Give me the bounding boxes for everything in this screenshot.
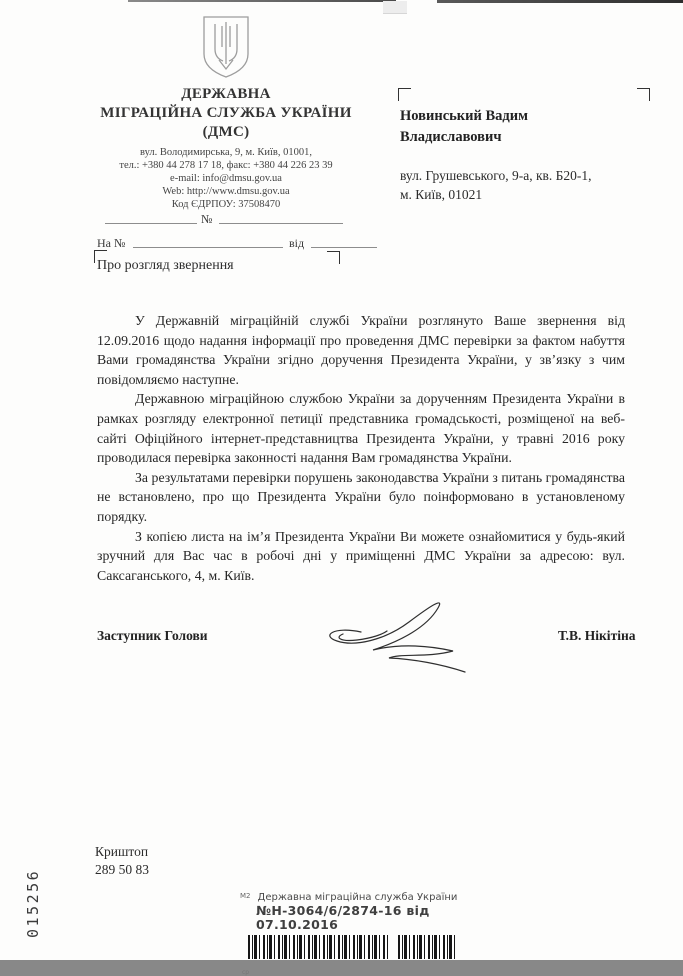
executor-block — [95, 843, 149, 879]
ref-reply-blank — [133, 236, 283, 248]
barcode-gap — [388, 935, 398, 959]
scan-artifact-line — [437, 0, 683, 3]
body-paragraph-1: У Державній міграційній службі України розглянуто Ваше звернення від 12.09.2016 щодо надання інформації про проведення ДМС перевірки за фактом набуття Вами громадянства України згідно доручення Президента України, у зв’язку з чим повідомляємо наступне. — [97, 313, 625, 387]
ref-reply-label: На № — [97, 236, 126, 250]
stamp-org-name: Державна міграційна служба України — [257, 892, 458, 903]
body-paragraph-3: За результатами перевірки порушень законодавства України з питань громадянства не встановлено, про що Президента України було поінформовано в установленому порядку. — [97, 469, 625, 524]
ref-number-sign: № — [201, 212, 213, 226]
body-paragraph-2: Державною міграційною службою України за дорученням Президента України в рамках розгляду електронної петиції представника громадськості, розміщеної на веб-сайті Офіційного інтернет-представництва Президента України, у травні 2016 року проводилася перевірка законності надання Вам громадянства України. — [97, 391, 625, 466]
ukraine-trident-emblem-icon — [198, 14, 254, 85]
letterhead — [95, 14, 357, 211]
stamp-side-mark: ср — [242, 969, 250, 976]
ref-from-blank — [311, 236, 377, 248]
crop-mark-subject-right — [327, 251, 340, 264]
scan-artifact-line — [128, 0, 396, 2]
org-name-line3: (ДМС) — [202, 124, 250, 140]
body-paragraph-4: З копією листа на ім’я Президента України Ви можете ознайомитися у будь-який зручний для Вас час в робочі дні у приміщенні ДМС України за адресою: вул. Саксаганського, 4, м. Київ. — [97, 528, 625, 583]
org-phones: тел.: +380 44 278 17 18, факс: +380 44 226 23 39 — [119, 160, 333, 171]
scan-artifact-smudge — [383, 1, 407, 14]
ref-number-blank-right — [219, 212, 343, 224]
org-address: вул. Володимирська, 9, м. Київ, 01001, — [140, 147, 312, 158]
stamp-mark: М2 — [240, 892, 251, 900]
recipient-address-line2: м. Київ, 01021 — [400, 187, 483, 202]
recipient-address-line1: вул. Грушевського, 9-а, кв. Б20-1, — [400, 168, 592, 183]
crop-mark-recipient-right — [637, 88, 650, 101]
crop-mark-recipient-left — [398, 88, 411, 101]
handwritten-signature-icon — [313, 598, 493, 683]
executor-phone: 289 50 83 — [95, 862, 149, 877]
ref-from-label: від — [289, 236, 305, 250]
ref-number-blank-left — [105, 212, 197, 224]
org-web: Web: http://www.dmsu.gov.ua — [162, 186, 290, 197]
recipient-address — [400, 166, 650, 204]
org-email: e-mail: info@dmsu.gov.ua — [170, 173, 282, 184]
executor-name: Криштоп — [95, 844, 149, 859]
recipient-name-line2: Владиславович — [400, 129, 502, 145]
letter-body — [97, 311, 625, 585]
side-registration-number: 015256 — [24, 868, 42, 938]
registration-stamp — [240, 890, 490, 976]
signer-name: Т.В. Нікітіна — [558, 628, 636, 643]
org-name-line2: МІГРАЦІЙНА СЛУЖБА УКРАЇНИ — [100, 105, 352, 121]
recipient-name — [400, 106, 640, 148]
barcode-icon — [248, 935, 455, 959]
recipient-name-line1: Новинський Вадим — [400, 108, 528, 124]
stamp-registration-number: №Н-3064/6/2874-16 від 07.10.2016 — [256, 903, 430, 932]
subject-line: Про розгляд звернення — [97, 258, 234, 273]
org-edrpou: Код ЄДРПОУ: 37508470 — [171, 199, 281, 210]
org-name-line1: ДЕРЖАВНА — [181, 86, 271, 102]
signer-title: Заступник Голови — [97, 628, 208, 643]
